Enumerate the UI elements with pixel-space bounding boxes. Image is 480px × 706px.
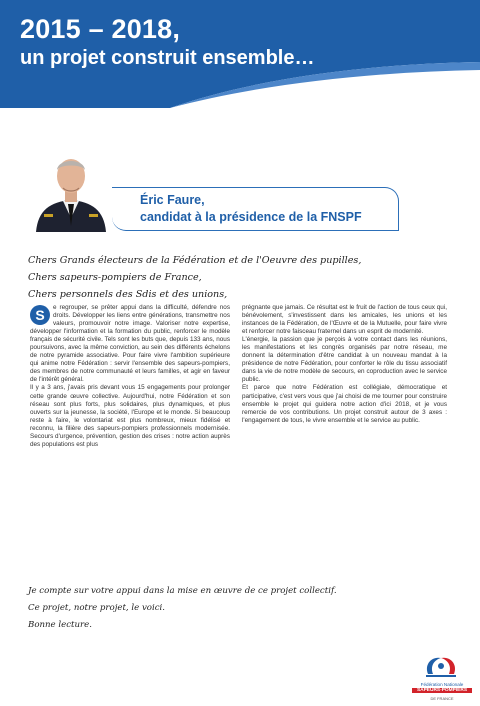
logo-text: DE FRANCE bbox=[430, 696, 454, 701]
dropcap-letter: S bbox=[30, 305, 50, 325]
logo-text: Fédération Nationale bbox=[420, 682, 464, 687]
candidate-name: Éric Faure, bbox=[140, 193, 205, 207]
body-paragraph: L'énergie, la passion que je perçois à votre contact dans les réunions, les manifestations et les congrès organisés par notre réseau, me donnent la détermination d'être candidat à un nouveau mandat à la présidence de notre Fédération, pour conforter le rôle du tissu associatif dans la vie de notre modèle de secours, en coproduction avec le service public. bbox=[242, 336, 447, 384]
closing-line: Bonne lecture. bbox=[28, 620, 92, 630]
page-title-line-2: un projet construit ensemble… bbox=[20, 47, 315, 69]
body-paragraph: e regrouper, se prêter appui dans la difficulté, défendre nos droits. Développer les liens entre générations, transmettre nos valeurs, promouvoir notre image. Valoriser notre expertise, développer l'information et la formation du public, renforcer le modèle français de sécurité civile. Tels sont les buts que, depuis 133 ans, nous poursuivons, avec la même conviction, au sein des différents échelons de notre pyramide associative. Pour faire vivre l'ambition supérieure qui anime notre Fédération : servir l'ensemble des sapeurs-pompiers, des membres de notre communauté et leurs familles, et agir en faveur de l'intérêt général. bbox=[30, 304, 230, 384]
closing-line: Ce projet, notre projet, le voici. bbox=[28, 603, 166, 613]
body-column-left bbox=[30, 304, 230, 449]
body-column-right bbox=[242, 304, 447, 425]
logo-text: SAPEURS-POMPIERS bbox=[412, 688, 472, 693]
candidate-portrait bbox=[30, 140, 112, 232]
fnspf-logo bbox=[414, 650, 468, 702]
closing-line: Je compte sur votre appui dans la mise en œuvre de ce projet collectif. bbox=[28, 586, 337, 596]
header-banner bbox=[0, 0, 480, 108]
salutation-line: Chers Grands électeurs de la Fédération et de l'Oeuvre des pupilles, bbox=[28, 255, 362, 266]
salutation-line: Chers sapeurs-pompiers de France, bbox=[28, 272, 202, 283]
page-title-line-1: 2015 – 2018, bbox=[20, 14, 181, 44]
fnspf-emblem-icon bbox=[414, 650, 468, 682]
candidate-role: candidat à la présidence de la FNSPF bbox=[140, 210, 362, 224]
body-paragraph: prégnante que jamais. Ce résultat est le fruit de l'action de tous ceux qui, bénévolement, s'investissent dans les amicales, les unions et les instances de la Fédération, de l'Œuvre et de la Mutuelle, pour faire vivre et renforcer notre faisceau fraternel dans un esprit de modernité. bbox=[242, 304, 447, 336]
body-paragraph: Il y a 3 ans, j'avais pris devant vous 15 engagements pour prolonger cette grande œuvre collective. Aujourd'hui, notre Fédération et son réseau sont plus forts, plus solidaires, plus dynamiques, et plus ouverts sur la jeunesse, la société, l'Europe et le monde. Si beaucoup reste à faire, le volontariat est plus nombreux, mieux fidélisé et reconnu, la filière des sapeurs-pompiers professionnels modernisée. Secours d'urgence, prévention, gestion des crises : notre action auprès des populations est plus bbox=[30, 384, 230, 448]
body-paragraph: Et parce que notre Fédération est collégiale, démocratique et participative, c'est vers vous que j'ai choisi de me tourner pour construire ensemble le projet qui guidera notre action d'ici 2018, et je vous remercie de vos contributions. Un projet construit autour de 3 axes : l'engagement de tous, le vivre ensemble et le service au public. bbox=[242, 384, 447, 424]
salutation-line: Chers personnels des Sdis et des unions, bbox=[28, 289, 228, 300]
